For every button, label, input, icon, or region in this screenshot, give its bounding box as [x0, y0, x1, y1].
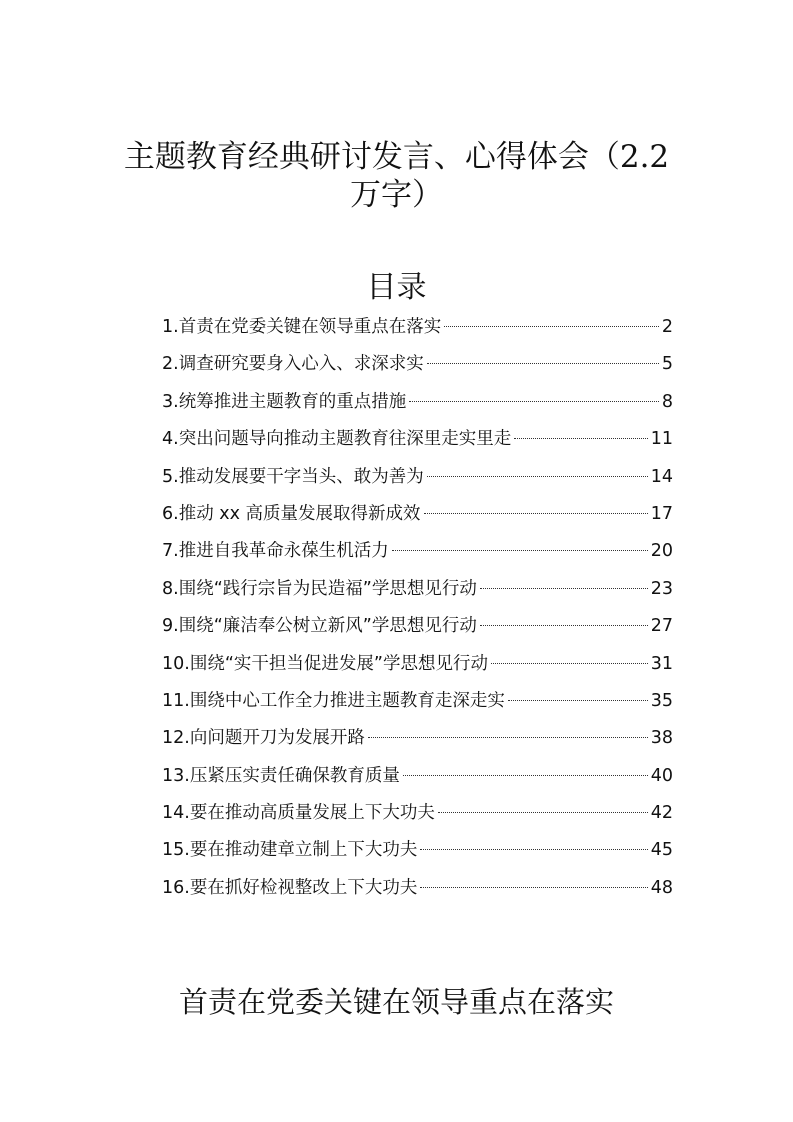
- toc-dot-leader: [480, 588, 648, 589]
- toc-entry[interactable]: [162, 650, 673, 687]
- toc-entry-page: 11: [650, 429, 673, 450]
- toc-entry-page: 14: [650, 466, 673, 487]
- toc-entry-page: 45: [650, 840, 673, 861]
- toc-heading: 目录: [366, 270, 427, 305]
- toc-dot-leader: [392, 550, 648, 551]
- toc-dot-leader: [403, 775, 648, 776]
- toc-dot-leader: [420, 849, 647, 850]
- toc-entry-page: 35: [650, 690, 673, 711]
- toc-entry[interactable]: [162, 799, 673, 836]
- toc-entry-label: 3.统筹推进主题教育的重点措施: [162, 391, 407, 412]
- toc-entry-label: 11.围绕中心工作全力推进主题教育走深走实: [162, 690, 505, 711]
- toc-dot-leader: [514, 438, 648, 439]
- toc-entry[interactable]: [162, 313, 673, 350]
- toc-entry[interactable]: [162, 575, 673, 612]
- toc-entry-page: 20: [650, 541, 673, 562]
- toc-dot-leader: [427, 476, 648, 477]
- toc-entry-label: 7.推进自我革命永葆生机活力: [162, 541, 389, 562]
- toc-entry-label: 12.向问题开刀为发展开路: [162, 728, 365, 749]
- toc-dot-leader: [438, 812, 648, 813]
- toc-entry-page: 2: [661, 317, 673, 337]
- document-title: 主题教育经典研讨发言、心得体会（2.2 万字）: [123, 139, 670, 213]
- toc-entry-page: 42: [650, 803, 673, 824]
- toc-entry-label: 6.推动 xx 高质量发展取得新成效: [162, 503, 421, 524]
- toc-entry[interactable]: [162, 612, 673, 649]
- toc-entry[interactable]: [162, 425, 673, 462]
- toc-dot-leader: [480, 625, 648, 626]
- table-of-contents: [162, 313, 673, 911]
- toc-dot-leader: [427, 363, 659, 364]
- toc-entry-label: 13.压紧压实责任确保教育质量: [162, 765, 400, 786]
- toc-dot-leader: [508, 700, 648, 701]
- toc-entry[interactable]: [162, 724, 673, 761]
- toc-entry[interactable]: [162, 874, 673, 911]
- toc-entry-label: 5.推动发展要干字当头、敢为善为: [162, 466, 424, 487]
- toc-entry[interactable]: [162, 537, 673, 574]
- toc-entry-page: 40: [650, 765, 673, 786]
- toc-entry-label: 15.要在推动建章立制上下大功夫: [162, 840, 418, 861]
- toc-entry[interactable]: [162, 350, 673, 387]
- section-heading: 首责在党委关键在领导重点在落实: [178, 985, 614, 1019]
- toc-dot-leader: [491, 663, 648, 664]
- toc-entry-page: 31: [650, 653, 673, 674]
- toc-dot-leader: [420, 887, 647, 888]
- toc-entry[interactable]: [162, 836, 673, 873]
- toc-dot-leader: [424, 513, 648, 514]
- toc-entry[interactable]: [162, 500, 673, 537]
- toc-entry[interactable]: [162, 388, 673, 425]
- toc-entry-page: 27: [650, 616, 673, 637]
- toc-entry-page: 8: [661, 391, 673, 412]
- toc-entry-label: 4.突出问题导向推动主题教育往深里走实里走: [162, 429, 512, 450]
- toc-entry-page: 23: [650, 578, 673, 599]
- toc-entry-label: 9.围绕“廉洁奉公树立新风”学思想见行动: [162, 616, 477, 637]
- toc-entry-page: 48: [650, 877, 673, 898]
- toc-entry[interactable]: [162, 762, 673, 799]
- toc-dot-leader: [444, 326, 659, 327]
- toc-entry[interactable]: [162, 687, 673, 724]
- toc-entry-label: 10.围绕“实干担当促进发展”学思想见行动: [162, 653, 488, 674]
- toc-entry-page: 5: [661, 354, 673, 375]
- toc-entry-label: 1.首责在党委关键在领导重点在落实: [162, 317, 442, 337]
- toc-dot-leader: [368, 737, 648, 738]
- toc-entry-label: 8.围绕“践行宗旨为民造福”学思想见行动: [162, 578, 477, 599]
- toc-entry-label: 16.要在抓好检视整改上下大功夫: [162, 877, 418, 898]
- toc-entry-label: 2.调查研究要身入心入、求深求实: [162, 354, 424, 375]
- toc-entry-page: 17: [650, 503, 673, 524]
- toc-entry-page: 38: [650, 728, 673, 749]
- toc-entry[interactable]: [162, 463, 673, 500]
- toc-dot-leader: [409, 401, 659, 402]
- toc-entry-label: 14.要在推动高质量发展上下大功夫: [162, 803, 435, 824]
